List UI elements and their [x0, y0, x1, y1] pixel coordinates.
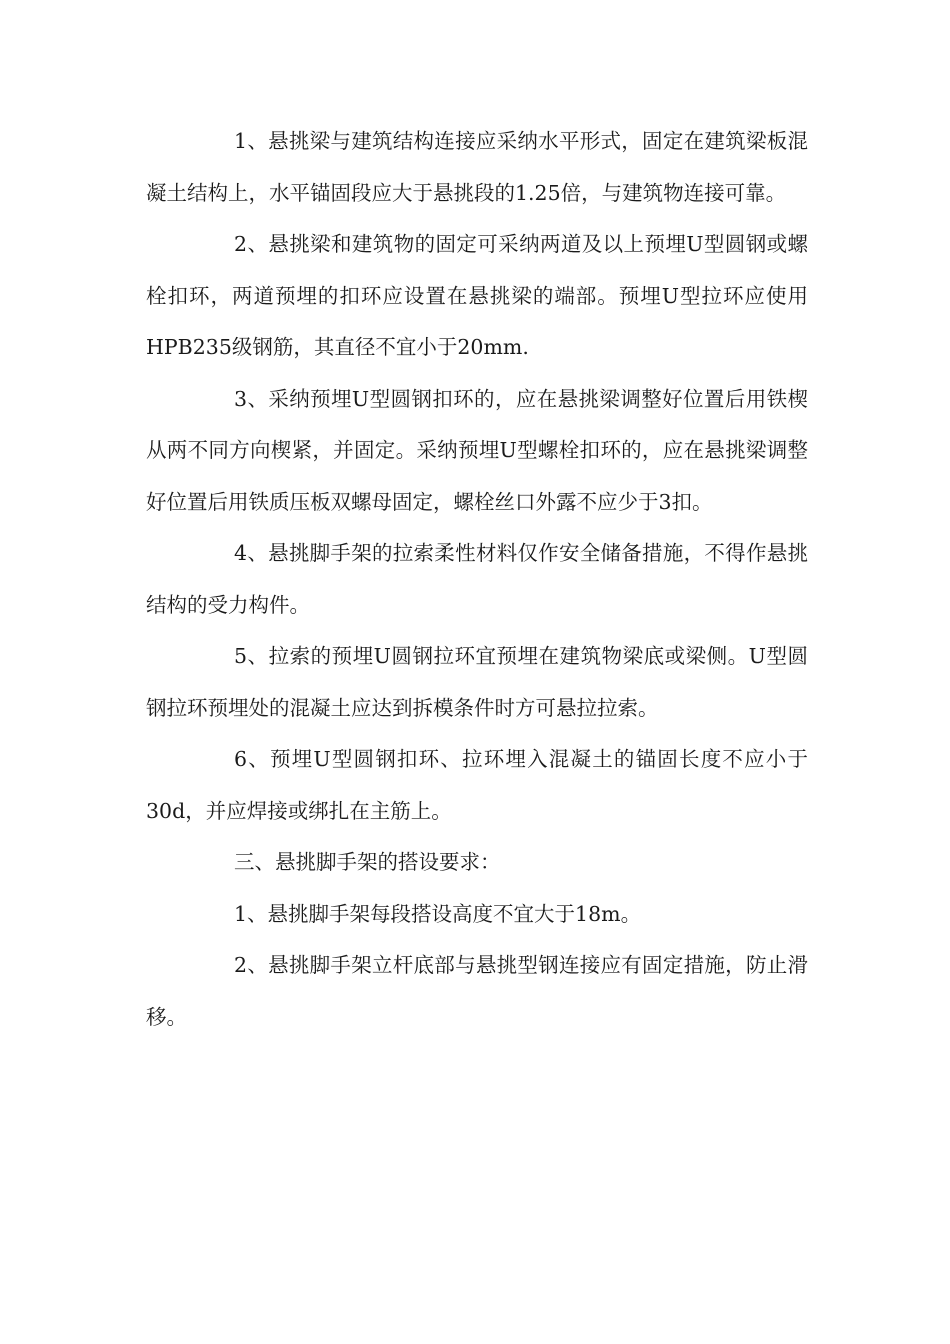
- paragraph-item-8: 2、悬挑脚手架立杆底部与悬挑型钢连接应有固定措施，防止滑移。: [146, 953, 808, 1029]
- paragraph-item-3: 3、采纳预埋U型圆钢扣环的，应在悬挑梁调整好位置后用铁楔从两不同方向楔紧，并固定。采纳预埋U型螺栓扣环的，应在悬挑梁调整好位置后用铁质压板双螺母固定，螺栓丝口外露不应少于3扣。: [146, 386, 808, 514]
- paragraph-item-5: 5、拉索的预埋U圆钢拉环宜预埋在建筑物梁底或梁侧。U型圆钢拉环预埋处的混凝土应达到拆模条件时方可悬拉拉索。: [146, 644, 808, 720]
- section-heading-3: 三、悬挑脚手架的搭设要求：: [234, 850, 501, 874]
- paragraph-item-7: 1、悬挑脚手架每段搭设高度不宜大于18m。: [234, 901, 642, 926]
- paragraph-item-1: 1、悬挑梁与建筑结构连接应采纳水平形式，固定在建筑梁板混凝土结构上，水平锚固段应大于悬挑段的1.25倍，与建筑物连接可靠。: [146, 129, 808, 205]
- paragraph-item-4: 4、悬挑脚手架的拉索柔性材料仅作安全储备措施，不得作悬挑结构的受力构件。: [146, 541, 808, 617]
- document-body: [146, 116, 808, 1043]
- paragraph-item-6: 6、预埋U型圆钢扣环、拉环埋入混凝土的锚固长度不应小于30d，并应焊接或绑扎在主筋上。: [146, 747, 808, 823]
- paragraph-item-2: 2、悬挑梁和建筑物的固定可采纳两道及以上预埋U型圆钢或螺栓扣环，两道预埋的扣环应设置在悬挑梁的端部。预埋U型拉环应使用HPB235级钢筋，其直径不宜小于20mm.: [146, 232, 808, 359]
